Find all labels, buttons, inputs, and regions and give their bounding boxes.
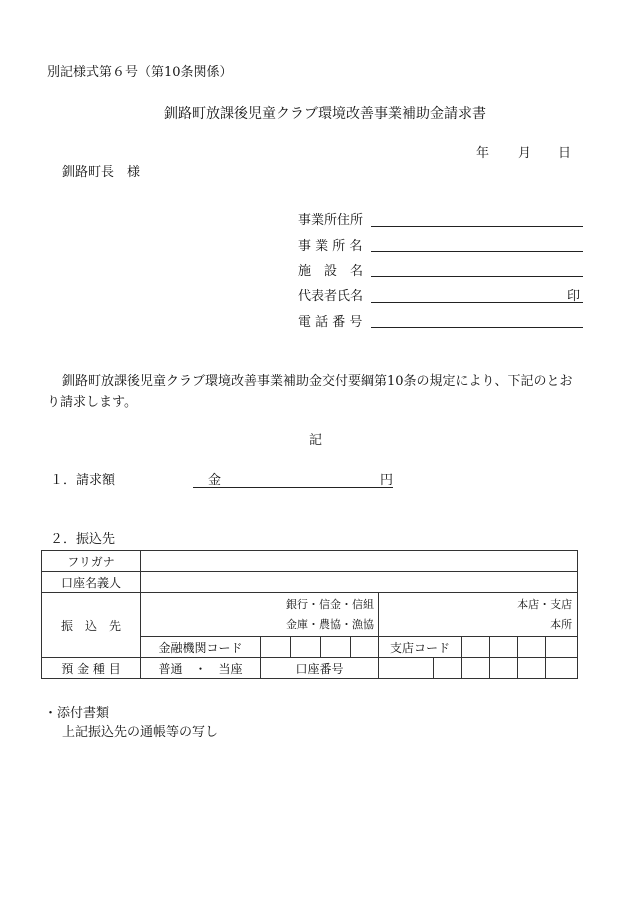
page-title: 釧路町放課後児童クラブ環境改善事業補助金請求書 [164,106,486,122]
account-number-digit[interactable] [518,658,546,679]
address-field[interactable] [371,226,583,227]
account-number-digit[interactable] [434,658,462,679]
date-month: 月 [518,146,532,161]
address-label: 事業所住所 [298,213,364,228]
bank-types-2: 金庫・農協・漁協 [286,617,374,631]
phone-label: 電 話 番 号 [298,315,363,330]
bank-types-1: 銀行・信金・信組 [286,597,374,611]
rep-label: 代表者氏名 [298,289,364,304]
furigana-label: フリガナ [42,551,141,572]
branch-code-digit[interactable] [518,637,546,658]
branch-code-label: 支店コード [379,637,462,658]
office-name-field[interactable] [371,251,583,252]
bank-code-label: 金融機関コード [141,637,261,658]
account-number-digit[interactable] [462,658,490,679]
form-number: 別記様式第６号（第10条関係） [47,65,233,80]
item2-label: ２．振込先 [50,532,116,547]
deposit-options[interactable]: 普通 ・ 当座 [141,658,261,679]
rep-field[interactable] [371,302,583,303]
facility-label: 施 設 名 [298,264,364,279]
bank-code-digit[interactable] [321,637,351,658]
item1-label: １．請求額 [50,473,116,488]
transfer-to-label: 振 込 先 [42,593,141,658]
branch-name-cell[interactable] [379,593,578,637]
attachments-label: ・添付書類 [44,706,110,721]
seal-mark: 印 [567,289,581,304]
body-text-2: り請求します。 [47,395,137,410]
office-name-label: 事 業 所 名 [298,239,363,254]
body-text-1: 釧路町放課後児童クラブ環境改善事業補助金交付要綱第10条の規定により、下記のとお [62,374,573,389]
date-year: 年 [476,146,490,161]
bank-code-digit[interactable] [351,637,379,658]
addressee: 釧路町長 様 [62,165,141,180]
account-number-digit[interactable] [379,658,434,679]
account-holder-cell[interactable] [141,572,578,593]
attachments-item: 上記振込先の通帳等の写し [62,725,219,740]
facility-field[interactable] [371,276,583,277]
branch-code-digit[interactable] [462,637,490,658]
branch-types-2: 本所 [550,617,573,631]
account-number-digit[interactable] [490,658,518,679]
account-number-digit[interactable] [546,658,578,679]
deposit-type-label: 預 金 種 目 [42,658,141,679]
branch-code-digit[interactable] [490,637,518,658]
item1-kin: 金 [208,473,222,488]
bank-code-digit[interactable] [291,637,321,658]
date-day: 日 [558,146,572,161]
furigana-cell[interactable] [141,551,578,572]
phone-field[interactable] [371,327,583,328]
account-number-label: 口座番号 [261,658,379,679]
branch-types-1: 本店・支店 [517,597,573,611]
ki-heading: 記 [309,433,323,448]
item1-yen: 円 [380,473,394,488]
bank-code-digit[interactable] [261,637,291,658]
account-holder-label: 口座名義人 [42,572,141,593]
amount-field[interactable] [193,487,393,488]
bank-name-cell[interactable] [141,593,379,637]
branch-code-spacer [546,637,578,658]
bank-table [41,550,578,679]
